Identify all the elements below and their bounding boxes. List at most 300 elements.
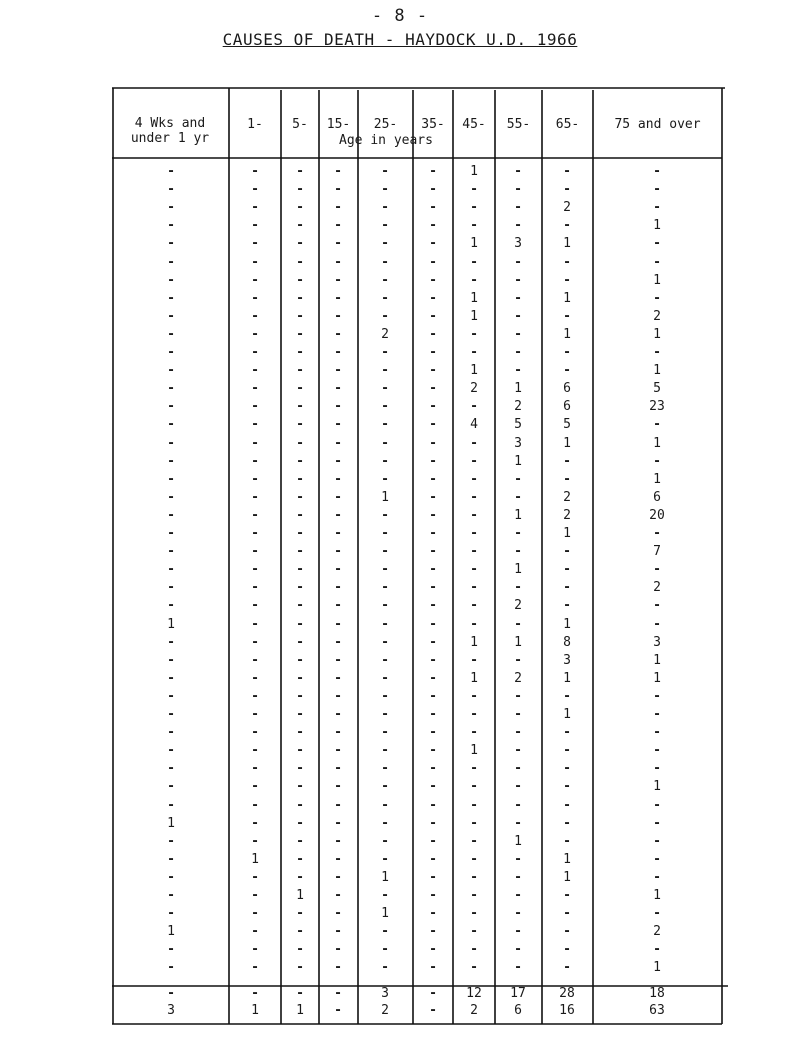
cell-25: -: [381, 526, 389, 541]
cell-55: -: [514, 960, 522, 975]
cell-weeks: -: [167, 942, 175, 957]
cell-35: -: [429, 779, 437, 794]
cell-15: -: [334, 617, 342, 632]
cell-75-and-over: 2: [653, 309, 661, 324]
cell-55: 1: [514, 834, 522, 849]
cell-15: -: [334, 653, 342, 668]
cell-1: -: [251, 236, 259, 251]
cell-55: -: [514, 725, 522, 740]
cell-5: -: [296, 816, 304, 831]
cell-15: -: [334, 816, 342, 831]
cell-45: 1: [470, 291, 478, 306]
cell-1: -: [251, 273, 259, 288]
cell-25: -: [381, 345, 389, 360]
cell-15: -: [334, 725, 342, 740]
cell-5: -: [296, 598, 304, 613]
cell-5: -: [296, 327, 304, 342]
cell-75-and-over: -: [653, 816, 661, 831]
cell-75-and-over: 1: [653, 436, 661, 451]
cell-1: -: [251, 960, 259, 975]
cell-15: -: [334, 164, 342, 179]
cell-weeks: -: [167, 798, 175, 813]
cell-35: -: [429, 544, 437, 559]
cell-35: -: [429, 725, 437, 740]
cell-25: -: [381, 598, 389, 613]
header-col-5: 5-: [292, 117, 308, 132]
cell-weeks: -: [167, 761, 175, 776]
cell-75-and-over: 1: [653, 363, 661, 378]
cell-15: -: [334, 852, 342, 867]
cell-35: -: [429, 327, 437, 342]
cell-25: -: [381, 852, 389, 867]
cell-1: -: [251, 345, 259, 360]
cell-weeks: -: [167, 906, 175, 921]
cell-65: 1: [563, 436, 571, 451]
cell-35: -: [429, 490, 437, 505]
cell-1: -: [251, 562, 259, 577]
cell-1: -: [251, 942, 259, 957]
cell-25: -: [381, 779, 389, 794]
cell-15: -: [334, 960, 342, 975]
cell-1: -: [251, 309, 259, 324]
cell-75-and-over: 1: [653, 960, 661, 975]
header-col-55: 55-: [506, 117, 531, 132]
cell-35: -: [429, 200, 437, 215]
cell-5: -: [296, 490, 304, 505]
cell-65: -: [563, 743, 571, 758]
cell-1: -: [251, 200, 259, 215]
cell-15: -: [334, 906, 342, 921]
cell-45: -: [470, 544, 478, 559]
cell-1: -: [251, 888, 259, 903]
cell-5: -: [296, 164, 304, 179]
cell-75-and-over: 1: [653, 653, 661, 668]
cell-15: -: [334, 218, 342, 233]
cell-65: 1: [563, 617, 571, 632]
cell-35: -: [429, 562, 437, 577]
cell-1: -: [251, 707, 259, 722]
cell-65: 28: [559, 986, 575, 1001]
cell-75-and-over: -: [653, 164, 661, 179]
cell-5: -: [296, 345, 304, 360]
cell-45: -: [470, 580, 478, 595]
cell-weeks: -: [167, 888, 175, 903]
cell-1: -: [251, 816, 259, 831]
cell-weeks: -: [167, 182, 175, 197]
cell-weeks: -: [167, 345, 175, 360]
cell-weeks: -: [167, 707, 175, 722]
cell-15: -: [334, 236, 342, 251]
cell-1: -: [251, 798, 259, 813]
cell-65: -: [563, 761, 571, 776]
cell-75-and-over: -: [653, 834, 661, 849]
cell-1: -: [251, 381, 259, 396]
cell-weeks: -: [167, 309, 175, 324]
cell-45: -: [470, 761, 478, 776]
cell-15: -: [334, 381, 342, 396]
cell-25: -: [381, 816, 389, 831]
cell-75-and-over: -: [653, 761, 661, 776]
cell-35: -: [429, 870, 437, 885]
cell-45: -: [470, 816, 478, 831]
cell-15: -: [334, 635, 342, 650]
cell-15: -: [334, 291, 342, 306]
page-title-text: CAUSES OF DEATH - HAYDOCK U.D. 1966: [222, 30, 578, 49]
cell-weeks: -: [167, 834, 175, 849]
cell-5: -: [296, 852, 304, 867]
cell-1: -: [251, 725, 259, 740]
cell-1: -: [251, 363, 259, 378]
cell-25: -: [381, 798, 389, 813]
cell-weeks: -: [167, 671, 175, 686]
cell-15: -: [334, 490, 342, 505]
cell-65: -: [563, 906, 571, 921]
cell-75-and-over: -: [653, 942, 661, 957]
cell-25: -: [381, 942, 389, 957]
cell-65: -: [563, 960, 571, 975]
cell-45: -: [470, 834, 478, 849]
cell-65: 6: [563, 381, 571, 396]
cell-65: -: [563, 689, 571, 704]
cell-45: -: [470, 798, 478, 813]
cell-55: -: [514, 779, 522, 794]
cell-25: -: [381, 689, 389, 704]
cell-25: -: [381, 255, 389, 270]
cell-1: -: [251, 291, 259, 306]
cell-45: -: [470, 472, 478, 487]
cell-25: -: [381, 200, 389, 215]
cell-35: -: [429, 986, 437, 1001]
cell-75-and-over: 1: [653, 472, 661, 487]
cell-25: -: [381, 635, 389, 650]
cell-55: 3: [514, 236, 522, 251]
cell-5: 1: [296, 888, 304, 903]
cell-1: -: [251, 436, 259, 451]
cell-weeks: -: [167, 653, 175, 668]
cell-25: -: [381, 761, 389, 776]
cell-45: -: [470, 526, 478, 541]
cell-35: -: [429, 906, 437, 921]
cell-1: -: [251, 743, 259, 758]
cell-65: 1: [563, 870, 571, 885]
cell-45: -: [470, 906, 478, 921]
cell-35: -: [429, 218, 437, 233]
header-col-1: 1-: [247, 117, 263, 132]
cell-weeks: -: [167, 472, 175, 487]
page-title: [0, 30, 800, 49]
cell-55: -: [514, 544, 522, 559]
cell-1: -: [251, 399, 259, 414]
cell-5: -: [296, 472, 304, 487]
cell-65: -: [563, 779, 571, 794]
cell-65: 3: [563, 653, 571, 668]
cell-55: -: [514, 924, 522, 939]
cell-5: -: [296, 182, 304, 197]
cell-45: -: [470, 942, 478, 957]
cell-75-and-over: 1: [653, 273, 661, 288]
cell-55: -: [514, 852, 522, 867]
cell-weeks: -: [167, 436, 175, 451]
cell-75-and-over: -: [653, 182, 661, 197]
cell-55: -: [514, 200, 522, 215]
cell-75-and-over: 3: [653, 635, 661, 650]
cell-5: -: [296, 761, 304, 776]
cell-15: -: [334, 870, 342, 885]
cell-55: 1: [514, 381, 522, 396]
cell-5: -: [296, 544, 304, 559]
cell-25: -: [381, 707, 389, 722]
cell-55: 2: [514, 671, 522, 686]
cell-weeks: -: [167, 526, 175, 541]
cell-weeks: -: [167, 743, 175, 758]
header-col-35: 35-: [421, 117, 445, 132]
cell-75-and-over: -: [653, 852, 661, 867]
cell-15: -: [334, 924, 342, 939]
cell-1: -: [251, 182, 259, 197]
cell-55: -: [514, 309, 522, 324]
cell-1: -: [251, 526, 259, 541]
cell-25: -: [381, 399, 389, 414]
cell-25: 1: [381, 490, 389, 505]
cell-5: -: [296, 653, 304, 668]
cell-weeks: -: [167, 273, 175, 288]
cell-25: -: [381, 236, 389, 251]
cell-35: -: [429, 309, 437, 324]
cell-75-and-over: 20: [649, 508, 665, 523]
cell-65: -: [563, 924, 571, 939]
cell-65: 1: [563, 526, 571, 541]
cell-15: -: [334, 363, 342, 378]
cell-75-and-over: -: [653, 454, 661, 469]
cell-25: 1: [381, 906, 389, 921]
cell-35: -: [429, 273, 437, 288]
cell-1: -: [251, 490, 259, 505]
cell-35: -: [429, 942, 437, 957]
cell-5: -: [296, 273, 304, 288]
cell-75-and-over: -: [653, 725, 661, 740]
cell-15: -: [334, 309, 342, 324]
cell-55: -: [514, 218, 522, 233]
cell-35: -: [429, 363, 437, 378]
cell-15: -: [334, 200, 342, 215]
cell-55: -: [514, 580, 522, 595]
cell-65: 1: [563, 852, 571, 867]
cell-15: -: [334, 743, 342, 758]
cell-5: -: [296, 671, 304, 686]
cell-1: -: [251, 834, 259, 849]
cell-35: -: [429, 436, 437, 451]
cell-25: -: [381, 888, 389, 903]
cell-55: -: [514, 798, 522, 813]
cell-weeks: -: [167, 635, 175, 650]
cell-65: -: [563, 725, 571, 740]
cell-5: -: [296, 725, 304, 740]
cell-5: -: [296, 942, 304, 957]
cell-weeks: -: [167, 454, 175, 469]
cell-65: -: [563, 345, 571, 360]
cell-15: -: [334, 1003, 342, 1018]
header-col-weeks-line1: 4 Wks and: [134, 116, 206, 131]
cell-25: -: [381, 363, 389, 378]
cell-5: -: [296, 834, 304, 849]
cell-65: 16: [559, 1003, 575, 1018]
cell-45: 12: [466, 986, 482, 1001]
cell-45: -: [470, 852, 478, 867]
cell-45: -: [470, 617, 478, 632]
cell-weeks: -: [167, 327, 175, 342]
header-col-weeks-line2: under 1 yr: [130, 131, 210, 146]
cell-1: -: [251, 544, 259, 559]
cell-65: 2: [563, 200, 571, 215]
cell-1: -: [251, 255, 259, 270]
cell-55: -: [514, 870, 522, 885]
cell-1: -: [251, 218, 259, 233]
cell-35: -: [429, 798, 437, 813]
cell-1: 1: [251, 1003, 259, 1018]
cell-65: -: [563, 218, 571, 233]
cell-55: -: [514, 617, 522, 632]
cell-35: -: [429, 653, 437, 668]
cell-1: -: [251, 671, 259, 686]
cell-45: 1: [470, 236, 478, 251]
cell-45: -: [470, 327, 478, 342]
cell-weeks: -: [167, 291, 175, 306]
cell-45: -: [470, 707, 478, 722]
cell-25: -: [381, 617, 389, 632]
cell-5: -: [296, 381, 304, 396]
cell-weeks: -: [167, 417, 175, 432]
cell-5: -: [296, 743, 304, 758]
cell-weeks: -: [167, 236, 175, 251]
cell-35: -: [429, 888, 437, 903]
cell-5: -: [296, 689, 304, 704]
cell-15: -: [334, 273, 342, 288]
cell-25: -: [381, 381, 389, 396]
cell-1: -: [251, 472, 259, 487]
cell-15: -: [334, 779, 342, 794]
cell-5: -: [296, 526, 304, 541]
cell-75-and-over: -: [653, 870, 661, 885]
cell-5: 1: [296, 1003, 304, 1018]
cell-45: -: [470, 273, 478, 288]
cell-65: 1: [563, 707, 571, 722]
cell-25: -: [381, 743, 389, 758]
header-age-in-years: Age in years: [339, 133, 433, 148]
cell-65: -: [563, 580, 571, 595]
cell-75-and-over: -: [653, 417, 661, 432]
cell-45: -: [470, 218, 478, 233]
cell-15: -: [334, 255, 342, 270]
cell-55: 2: [514, 598, 522, 613]
cell-75-and-over: 18: [649, 986, 665, 1001]
cell-55: 1: [514, 454, 522, 469]
cell-55: -: [514, 743, 522, 758]
cell-25: -: [381, 436, 389, 451]
cell-35: -: [429, 580, 437, 595]
cell-65: -: [563, 888, 571, 903]
cell-65: 6: [563, 399, 571, 414]
cell-75-and-over: -: [653, 200, 661, 215]
cell-weeks: 1: [167, 816, 175, 831]
cell-15: -: [334, 834, 342, 849]
cell-weeks: -: [167, 689, 175, 704]
cell-5: -: [296, 906, 304, 921]
cell-65: -: [563, 472, 571, 487]
cell-weeks: -: [167, 381, 175, 396]
cell-5: -: [296, 200, 304, 215]
cell-5: -: [296, 960, 304, 975]
cell-75-and-over: -: [653, 906, 661, 921]
cell-45: -: [470, 200, 478, 215]
cell-45: -: [470, 924, 478, 939]
cell-35: -: [429, 960, 437, 975]
cell-45: -: [470, 255, 478, 270]
cell-75-and-over: 7: [653, 544, 661, 559]
cell-1: -: [251, 986, 259, 1001]
header-col-65: 65-: [555, 117, 580, 132]
cell-45: -: [470, 562, 478, 577]
cell-55: -: [514, 888, 522, 903]
cell-weeks: -: [167, 218, 175, 233]
header-col-weeks: [120, 116, 220, 146]
cell-1: 1: [251, 852, 259, 867]
cell-1: -: [251, 454, 259, 469]
cell-45: -: [470, 960, 478, 975]
cell-75-and-over: -: [653, 291, 661, 306]
cell-65: -: [563, 942, 571, 957]
cell-75-and-over: 1: [653, 779, 661, 794]
cell-1: -: [251, 779, 259, 794]
cell-15: -: [334, 182, 342, 197]
cell-15: -: [334, 526, 342, 541]
cell-55: 3: [514, 436, 522, 451]
cell-5: -: [296, 924, 304, 939]
cell-25: 2: [381, 1003, 389, 1018]
cell-55: -: [514, 327, 522, 342]
cell-45: 1: [470, 743, 478, 758]
cell-35: -: [429, 164, 437, 179]
cell-35: -: [429, 635, 437, 650]
cell-75-and-over: 1: [653, 218, 661, 233]
cell-55: -: [514, 472, 522, 487]
cell-25: 2: [381, 327, 389, 342]
cell-75-and-over: -: [653, 689, 661, 704]
cell-55: -: [514, 291, 522, 306]
cell-55: 1: [514, 562, 522, 577]
cell-75-and-over: 1: [653, 671, 661, 686]
cell-75-and-over: 2: [653, 924, 661, 939]
cell-75-and-over: -: [653, 743, 661, 758]
cell-45: 2: [470, 381, 478, 396]
cell-35: -: [429, 707, 437, 722]
cell-weeks: -: [167, 164, 175, 179]
cell-45: -: [470, 399, 478, 414]
cell-weeks: -: [167, 598, 175, 613]
cell-75-and-over: 5: [653, 381, 661, 396]
cell-25: -: [381, 960, 389, 975]
cell-45: 1: [470, 671, 478, 686]
cell-5: -: [296, 309, 304, 324]
cell-15: -: [334, 580, 342, 595]
cell-45: -: [470, 182, 478, 197]
cell-1: -: [251, 417, 259, 432]
cell-65: -: [563, 798, 571, 813]
cell-35: -: [429, 381, 437, 396]
cell-35: -: [429, 472, 437, 487]
cell-35: -: [429, 526, 437, 541]
cell-25: 1: [381, 870, 389, 885]
cell-45: -: [470, 689, 478, 704]
